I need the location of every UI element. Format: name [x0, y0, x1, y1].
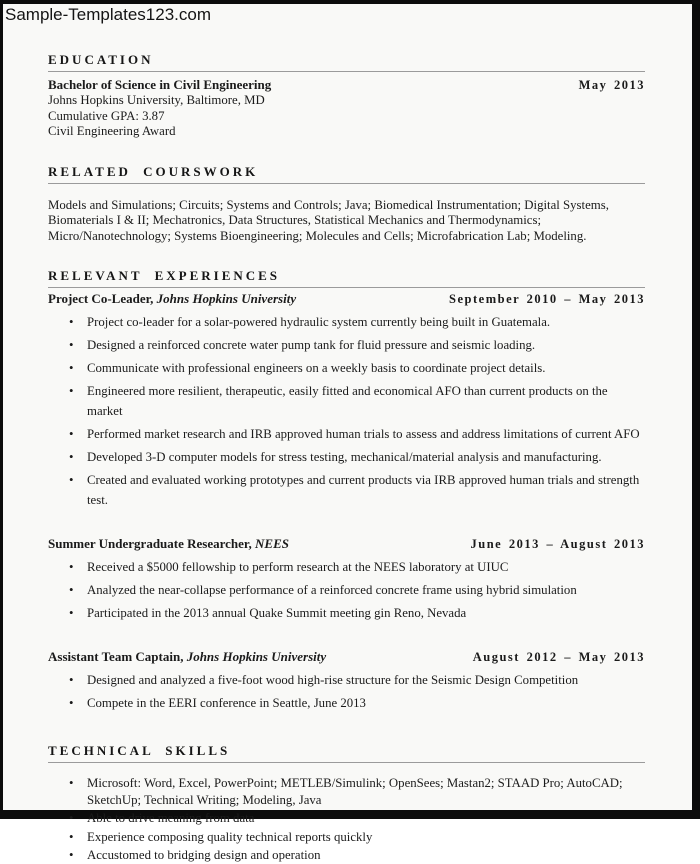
job-organization: NEES	[255, 536, 289, 551]
bullet-icon: •	[69, 811, 74, 825]
education-degree-row	[48, 77, 645, 93]
bullet-icon: •	[69, 583, 74, 597]
job-header-row	[48, 291, 645, 307]
bullet-text: Received a $5000 fellowship to perform research at the NEES laboratory at UIUC	[87, 560, 509, 574]
bullet-text: Designed and analyzed a five-foot wood high-rise structure for the Seismic Design Competition	[87, 673, 579, 687]
job-project-co-leader	[48, 291, 645, 510]
bullet-text: Analyzed the near-collapse performance of a reinforced concrete frame using hybrid simulation	[87, 583, 577, 597]
bullet-item	[48, 381, 645, 421]
bullet-item	[48, 810, 645, 827]
coursework-heading: RELATED COURSWORK	[48, 163, 259, 179]
bullet-text: Created and evaluated working prototypes and current products via IRB approved human trials and strength test.	[87, 473, 640, 507]
job-bullet-list	[48, 557, 645, 623]
section-skills	[48, 743, 645, 864]
bullet-text: Microsoft: Word, Excel, PowerPoint; METLEB/Simulink; OpenSees; Mastan2; STAAD Pro; AutoCAD; SketchUp; Technical Writing; Modeling, Java	[87, 776, 623, 807]
bullet-text: Participated in the 2013 annual Quake Summit meeting gin Reno, Nevada	[87, 606, 467, 620]
bullet-text: Project co-leader for a solar-powered hydraulic system currently being built in Guatemala.	[87, 315, 551, 329]
resume-content	[3, 25, 692, 864]
bullet-icon: •	[69, 696, 74, 710]
section-experience	[48, 268, 645, 713]
bullet-icon: •	[69, 829, 74, 844]
bullet-icon: •	[69, 848, 74, 862]
bullet-text: Designed a reinforced concrete water pump tank for fluid pressure and seismic loading.	[87, 338, 536, 352]
bullet-item	[48, 447, 645, 467]
job-header-row	[48, 649, 645, 665]
watermark-text: Sample-Templates123.com	[5, 5, 211, 24]
education-award: Civil Engineering Award	[48, 124, 176, 138]
job-assistant-team-captain	[48, 649, 645, 713]
bullet-text: Engineered more resilient, therapeutic, easily fitted and economical AFO than current products on the market	[87, 384, 608, 418]
bullet-item	[48, 670, 645, 690]
bullet-icon: •	[69, 315, 74, 329]
job-bullet-list	[48, 670, 645, 713]
bullet-icon: •	[69, 427, 74, 441]
bullet-icon: •	[69, 776, 74, 790]
job-role: Project Co-Leader,	[48, 291, 154, 306]
education-date: May 2013	[578, 78, 645, 92]
bullet-item	[48, 603, 645, 623]
skills-heading: TECHNICAL SKILLS	[48, 743, 231, 758]
job-title	[48, 649, 326, 665]
bullet-icon: •	[69, 361, 74, 375]
bullet-item	[48, 312, 645, 332]
education-heading: EDUCATION	[48, 52, 154, 67]
job-summer-researcher	[48, 536, 645, 623]
bullet-text: Able to drive meaning from data	[87, 811, 255, 825]
degree-title: Bachelor of Science in Civil Engineering	[48, 77, 272, 92]
bullet-text: Developed 3-D computer models for stress testing, mechanical/material analysis and manufacturing.	[87, 450, 602, 464]
job-organization: Johns Hopkins University	[156, 291, 297, 306]
section-coursework	[48, 164, 645, 245]
bullet-item	[48, 693, 645, 713]
job-title	[48, 291, 296, 307]
bullet-item	[48, 358, 645, 378]
bullet-icon: •	[69, 673, 74, 687]
bullet-text: Accustomed to bridging design and operation	[87, 848, 321, 862]
job-role: Summer Undergraduate Researcher,	[48, 536, 252, 551]
skills-bullet-list	[48, 775, 645, 864]
section-rule	[48, 183, 645, 184]
bullet-icon: •	[69, 473, 74, 487]
job-title	[48, 536, 289, 552]
experience-heading: RELEVANT EXPERIENCES	[48, 268, 281, 283]
bullet-item	[48, 775, 645, 808]
bullet-item	[48, 424, 645, 444]
section-rule	[48, 287, 645, 288]
bullet-item	[48, 847, 645, 864]
education-gpa: Cumulative GPA: 3.87	[48, 108, 165, 123]
bullet-icon: •	[69, 560, 74, 574]
job-role: Assistant Team Captain,	[48, 649, 184, 664]
job-header-row	[48, 536, 645, 552]
bullet-text: Communicate with professional engineers on a weekly basis to coordinate project details.	[87, 361, 546, 375]
education-school: Johns Hopkins University, Baltimore, MD	[48, 93, 265, 107]
bullet-item	[48, 557, 645, 577]
bullet-icon: •	[69, 384, 74, 398]
bullet-text: Experience composing quality technical reports quickly	[87, 829, 373, 844]
job-bullet-list	[48, 312, 645, 510]
bullet-item	[48, 580, 645, 600]
bullet-text: Compete in the EERI conference in Seattle, June 2013	[87, 696, 366, 710]
section-rule	[48, 762, 645, 763]
bullet-icon: •	[69, 338, 74, 352]
bullet-icon: •	[69, 450, 74, 464]
bullet-item	[48, 470, 645, 510]
section-education	[48, 52, 645, 140]
job-dates: September 2010 – May 2013	[449, 292, 645, 306]
bullet-item	[48, 335, 645, 355]
job-dates: June 2013 – August 2013	[470, 537, 645, 551]
job-dates: August 2012 – May 2013	[472, 650, 645, 664]
section-rule	[48, 71, 645, 72]
coursework-paragraph: Models and Simulations; Circuits; Systems and Controls; Java; Biomedical Instrumentation; Digital Systems, Biomaterials I & II; Mechatronics, Data Structures, Statistical Mechanics and Thermodynamics; Micro/Nanotechnology; Systems Bioengineering; Molecules and Cells; Microfabrication Lab; Modeling.	[48, 197, 609, 243]
bullet-text: Performed market research and IRB approved human trials to assess and address limitations of current AFO	[87, 427, 640, 441]
job-organization: Johns Hopkins University	[186, 649, 327, 664]
bullet-item	[48, 829, 645, 846]
bullet-icon: •	[69, 606, 74, 620]
